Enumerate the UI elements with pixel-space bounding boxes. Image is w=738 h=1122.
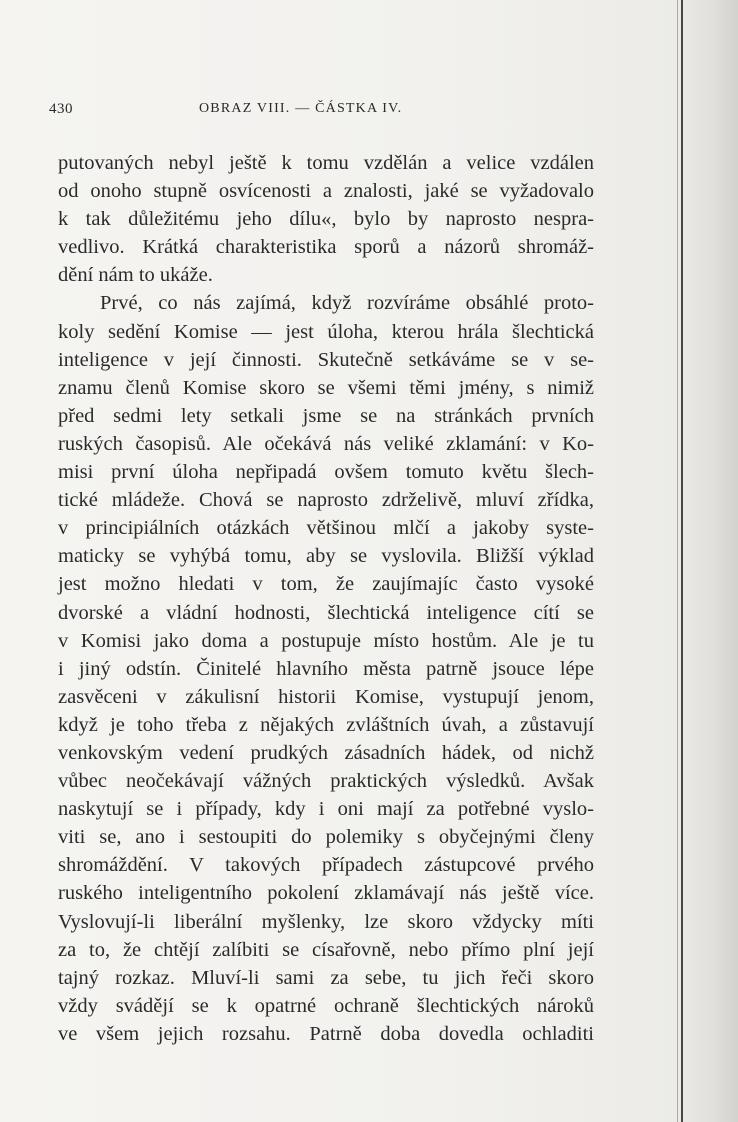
text-line: dvorské a vládní hodnosti, šlechtická inteligence cítí se <box>58 601 594 624</box>
text-line: maticky se vyhýbá tomu, aby se vyslovila. Bližší výklad <box>58 545 594 568</box>
text-line: před sedmi lety setkali jsme se na stránkách prvních <box>58 404 594 427</box>
page-number: 430 <box>49 101 73 117</box>
text-line: když je toho třeba z nějakých zvláštních úvah, a zůstavují <box>58 713 594 736</box>
text-line: koly sedění Komise — jest úloha, kterou hrála šlechtická <box>58 320 594 343</box>
text-line: inteligence v její činnosti. Skutečně setkáváme se v se- <box>58 348 594 371</box>
text-line: venkovským vedení prudkých zásadních hádek, od nichž <box>58 741 594 764</box>
text-line: Vyslovují-li liberální myšlenky, lze skoro vždycky míti <box>58 910 594 933</box>
text-line: shromáždění. V takových případech zástupcové prvého <box>58 854 594 877</box>
text-line: k tak důležitému jeho dílu«, bylo by naprosto nespra- <box>58 208 594 231</box>
paragraph-first-line: Prvé, co nás zajímá, když rozvíráme obsáhlé proto- <box>100 292 594 315</box>
running-head: OBRAZ VIII. — ČÁSTKA IV. <box>199 101 403 116</box>
text-line: v Komisi jako doma a postupuje místo hostům. Ale je tu <box>58 629 594 652</box>
text-line: vždy svádějí se k opatrné ochraně šlechtických nároků <box>58 994 594 1017</box>
text-line: viti se, ano i sestoupiti do polemiky s obyčejnými členy <box>58 826 594 849</box>
text-line: ruského inteligentního pokolení zklamávají nás ještě více. <box>58 882 594 905</box>
text-line: za to, že chtějí zalíbiti se císařovně, nebo přímo plní její <box>58 938 594 961</box>
text-line: putovaných nebyl ještě k tomu vzdělán a velice vzdálen <box>58 152 594 174</box>
text-line: dění nám to ukáže. <box>58 264 213 287</box>
text-line: ve všem jejich rozsahu. Patrně doba dovedla ochladiti <box>58 1022 594 1045</box>
text-line: znamu členů Komise skoro se všemi těmi jmény, s nimiž <box>58 376 594 399</box>
text-line: v principiálních otázkách většinou mlčí a jakoby syste- <box>58 517 594 540</box>
text-line: zasvěceni v zákulisní historii Komise, vystupují jenom, <box>58 685 594 708</box>
text-line: tické mládeže. Chová se naprosto zdrželivě, mluví zřídka, <box>58 489 594 512</box>
body-text <box>58 149 594 1048</box>
text-line: i jiný odstín. Činitelé hlavního města patrně jsouce lépe <box>58 657 594 680</box>
page-edge-line-inner <box>677 0 678 1122</box>
page-edge-line <box>681 0 683 1122</box>
text-line: naskytují se i případy, kdy i oni mají za potřebné vyslo- <box>58 798 594 821</box>
page-header <box>49 101 609 123</box>
text-line: misi první úloha nepřipadá ovšem tomuto květu šlech- <box>58 461 594 484</box>
text-line: jest možno hledati v tom, že zaujímajíc často vysoké <box>58 573 594 596</box>
text-line: od onoho stupně osvícenosti a znalosti, jaké se vyžadovalo <box>58 180 594 203</box>
text-line: tajný rozkaz. Mluví-li sami za sebe, tu jich řeči skoro <box>58 966 594 989</box>
text-line: vedlivo. Krátká charakteristika sporů a názorů shromáž- <box>58 236 594 259</box>
text-line: ruských časopisů. Ale očekává nás veliké zklamání: v Ko- <box>58 432 594 455</box>
binding-shadow <box>676 0 738 1122</box>
text-line: vůbec neočekávají vážných praktických výsledků. Avšak <box>58 770 594 793</box>
